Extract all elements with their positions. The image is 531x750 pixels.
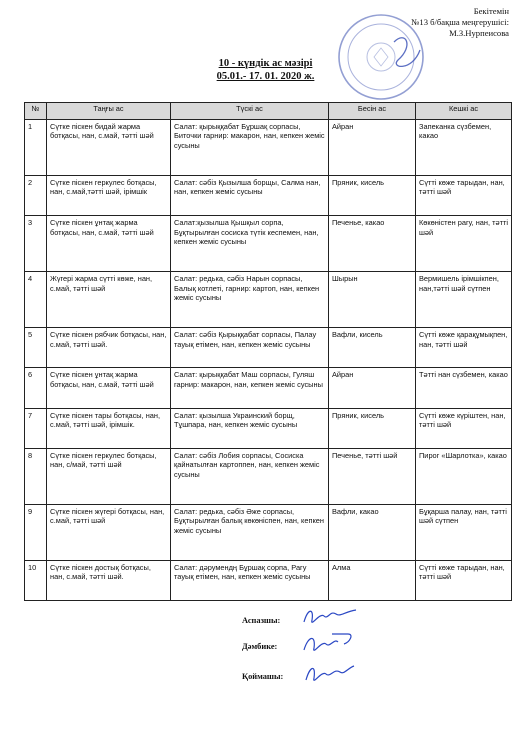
lunch-cell: Салат: қырыққабат Бұршақ сорпасы, Биточки гарнир: макарон, нан, кепкен жеміс сусыны	[171, 120, 329, 176]
table-row	[25, 504, 512, 560]
lunch-cell: Салат: сәбіз Қырыққабат сорпасы, Палау тауық етімен, нан, кепкен жеміс сусыны	[171, 328, 329, 368]
breakfast-cell: Сүтке піскен ұнтақ жарма ботқасы, нан, с.май, тәтті шәй	[47, 368, 171, 408]
breakfast-cell: Сүтке піскен ұнтақ жарма ботқасы, нан, с.май, тәтті шәй	[47, 216, 171, 272]
approval-title: Бекітемін	[473, 6, 509, 16]
row-num: 7	[25, 408, 47, 448]
row-num: 2	[25, 176, 47, 216]
row-num: 1	[25, 120, 47, 176]
snack-cell: Печенье, какао	[329, 216, 416, 272]
storekeeper-signature-icon	[300, 658, 360, 688]
table-row	[25, 272, 512, 328]
table-row	[25, 408, 512, 448]
snack-cell: Шырын	[329, 272, 416, 328]
lunch-cell: Салат: редька, сәбіз Әже сорпасы, Бұқтырылған балық көкөніспен, нан, кепкен жеміс сусыны	[171, 504, 329, 560]
title-line-1: 10 - күндік ас мәзірі	[218, 58, 313, 69]
lunch-cell: Салат: дәрумендң Бұршақ сорпа, Рагу тауық етімен, нан, кепкен жеміс сусыны	[171, 560, 329, 600]
breakfast-cell: Сүтке піскен тары ботқасы, нан, с.май, тәтті шәй, ірімшік.	[47, 408, 171, 448]
breakfast-cell: Сүтке піскен жүгері ботқасы, нан, с.май, тәтті шәй	[47, 504, 171, 560]
breakfast-cell: Сүтке піскен бидай жарма ботқасы, нан, с.май, тәтті шәй	[47, 120, 171, 176]
table-row	[25, 448, 512, 504]
breakfast-cell: Сүтке піскен геркулес ботқасы, нан, с.май,тәтті шәй, ірімшік	[47, 176, 171, 216]
table-row	[25, 120, 512, 176]
breakfast-cell: Сүтке піскен достық ботқасы, нан, с.май, тәтті шәй.	[47, 560, 171, 600]
snack-cell: Вафли, кисель	[329, 328, 416, 368]
snack-cell: Пряник, кисель	[329, 176, 416, 216]
lunch-cell: Салат:қызылша Қышқыл сорпа, Бұқтырылған сосиска түтік кеспемен, нан, кепкен жеміс сусыны	[171, 216, 329, 272]
approval-name: М.З.Нурпеисова	[449, 28, 509, 38]
table-row	[25, 328, 512, 368]
col-header-num: №	[25, 103, 47, 120]
snack-cell: Айран	[329, 120, 416, 176]
table-row	[25, 368, 512, 408]
dinner-cell: Сүтті көже күріштен, нан, тәтті шәй	[416, 408, 512, 448]
table-row	[25, 216, 512, 272]
dinner-cell: Сүтті көже қарақұмықпен, нан, тәтті шәй	[416, 328, 512, 368]
lunch-cell: Салат: сәбіз Лобия сорпасы, Сосиска қайнатылған картоппен, нан, кепкен жеміс сусыны	[171, 448, 329, 504]
title-line-2: 05.01.- 17. 01. 2020 ж.	[216, 71, 315, 82]
row-num: 10	[25, 560, 47, 600]
table-header-row	[25, 103, 512, 120]
lunch-cell: Салат: қызылша Украинский борщ, Тұшпара, нан, кепкен жеміс сусыны	[171, 408, 329, 448]
dinner-cell: Сүтті көже тарыдан, нан, тәтті шәй	[416, 560, 512, 600]
col-header-breakfast: Таңғы ас	[47, 103, 171, 120]
dinner-cell: Запеканка сүзбемен, какао	[416, 120, 512, 176]
document-title	[0, 57, 531, 83]
breakfast-cell: Сүтке піскен геркулес ботқасы, нан, с/май, тәтті шәй	[47, 448, 171, 504]
dinner-cell: Бұқарша палау, нан, тәтті шәй сүтпен	[416, 504, 512, 560]
dinner-cell: Көкөністен рагу, нан, тәтті шәй	[416, 216, 512, 272]
table-row	[25, 560, 512, 600]
row-num: 5	[25, 328, 47, 368]
breakfast-cell: Сүтке піскен рябчик ботқасы, нан, с.май, тәтті шәй.	[47, 328, 171, 368]
table-row	[25, 176, 512, 216]
storekeeper-label: Қоймашы:	[242, 672, 284, 681]
row-num: 6	[25, 368, 47, 408]
cook-label: Аспазшы:	[242, 616, 281, 625]
col-header-dinner: Кешкі ас	[416, 103, 512, 120]
lunch-cell: Салат: сәбіз Қызылша борщы, Салма нан, нан, кепкен жеміс сусыны	[171, 176, 329, 216]
snack-cell: Вафли, какао	[329, 504, 416, 560]
nurse-signature-icon	[298, 630, 358, 658]
dinner-cell: Пирог «Шарлотка», какао	[416, 448, 512, 504]
lunch-cell: Салат: редька, сәбіз Нарын сорпасы, Балық котлеті, гарнир: картоп, нан, кепкен жеміс сусыны	[171, 272, 329, 328]
row-num: 4	[25, 272, 47, 328]
col-header-snack: Бесін ас	[329, 103, 416, 120]
col-header-lunch: Түскі ас	[171, 103, 329, 120]
cook-signature-icon	[300, 604, 360, 630]
approval-position: №13 б/бақша меңгерушісі:	[411, 17, 509, 27]
row-num: 3	[25, 216, 47, 272]
dinner-cell: Сүтті көже тарыдан, нан, тәтті шәй	[416, 176, 512, 216]
snack-cell: Печенье, тәтті шәй	[329, 448, 416, 504]
row-num: 8	[25, 448, 47, 504]
signature-block	[0, 600, 531, 720]
lunch-cell: Салат: қырыққабат Маш сорпасы, Гуляш гарнир: макарон, нан, кепкен жеміс сусыны	[171, 368, 329, 408]
snack-cell: Пряник, кисель	[329, 408, 416, 448]
snack-cell: Алма	[329, 560, 416, 600]
snack-cell: Айран	[329, 368, 416, 408]
nurse-label: Дәмбике:	[242, 642, 278, 651]
breakfast-cell: Жүгері жарма сүтті көже, нан, с.май, тәтті шәй	[47, 272, 171, 328]
row-num: 9	[25, 504, 47, 560]
dinner-cell: Вермишель ірімшікпен, нан,тәтті шәй сүтпен	[416, 272, 512, 328]
dinner-cell: Тәтті нан сүзбемен, какао	[416, 368, 512, 408]
menu-table	[24, 102, 512, 601]
